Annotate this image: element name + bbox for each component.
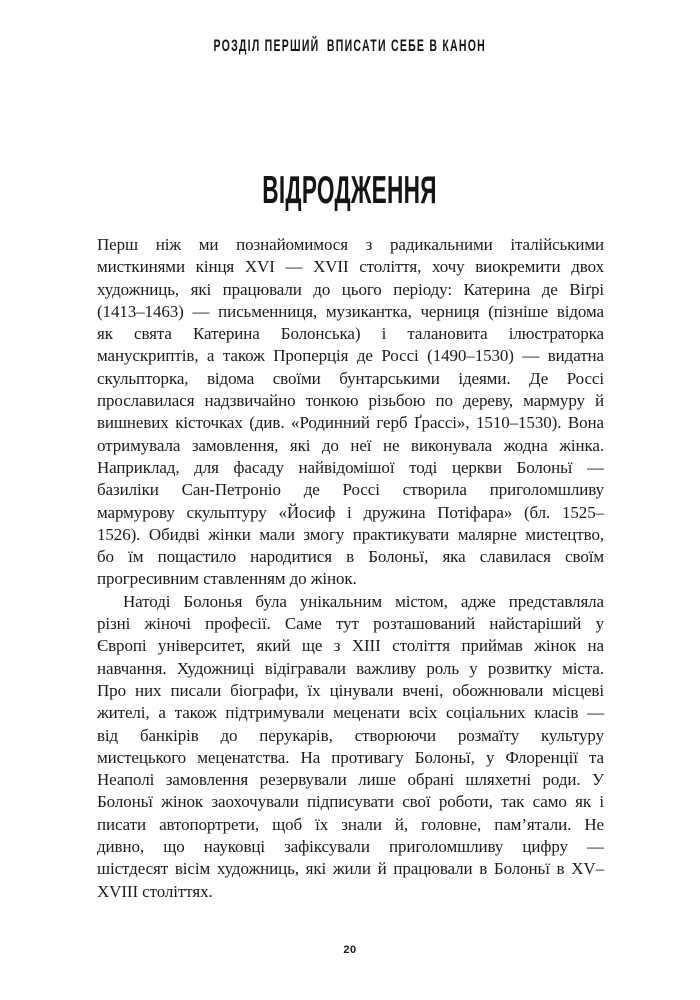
text-line: різні жіночі професії. Саме тут розташований найстаріший у <box>97 614 604 634</box>
paragraph-1 <box>97 234 604 591</box>
text-line: мармурову скульптуру «Йосиф і дружина Потіфара» (бл. 1525– <box>97 502 604 522</box>
text-line: базиліки Сан-Петроніо де Россі створила приголомшливу <box>97 480 604 500</box>
text-line: отримувала замовлення, які до неї не виконувала жодна жінка. <box>97 435 604 455</box>
text-line: Перш ніж ми познайомимося з радикальними італійськими <box>97 235 604 254</box>
text-line: дивно, що науковці зафіксували приголомшливу цифру — <box>97 837 604 857</box>
text-line: Європі університет, який ще з XIII століття приймав жінок на <box>97 636 604 656</box>
text-line: від банкірів до перукарів, створюючи розмаїту культуру <box>97 725 604 745</box>
chapter-name: ВПИСАТИ СЕБЕ В КАНОН <box>327 36 487 55</box>
paragraph-2 <box>97 591 604 903</box>
text-line: Наприклад, для фасаду найвідомішої тоді церкви Болоньї — <box>97 457 604 477</box>
text-line: Про них писали біографи, їх цінували вчені, обожнювали місцеві <box>97 680 604 700</box>
text-line: скульпторка, відома своїми бунтарськими ідеями. Де Россі <box>97 368 604 388</box>
text-line: XVIII століттях. <box>97 881 213 901</box>
text-line: бо їм пощастило народитися в Болоньї, яка славилася своїм <box>97 547 604 567</box>
text-line: вишневих кісточках (див. «Родинний герб Ґрассі», 1510–1530). Вона <box>97 413 604 433</box>
running-head <box>0 37 700 56</box>
text-line: прославилася надзвичайно тонкою різьбою по дереву, мармуру й <box>97 391 604 411</box>
body-text <box>97 234 604 903</box>
text-line: Натоді Болонья була унікальним містом, адже представляла <box>123 591 604 611</box>
chapter-label: РОЗДІЛ ПЕРШИЙ <box>213 36 320 55</box>
text-line: жителі, а також підтримували меценати всіх соціальних класів — <box>97 703 604 723</box>
section-title <box>0 171 700 211</box>
text-line: Болоньї жінок заохочували підписувати свої роботи, так само як і <box>97 792 604 812</box>
text-line: писати автопортрети, щоб їх знали й, головне, пам’ятали. Не <box>97 814 604 834</box>
text-line: (1413–1463) — письменниця, музикантка, черниця (пізніше відома <box>97 301 604 321</box>
text-line: шістдесят вісім художниць, які жили й працювали в Болоньї в XV– <box>97 859 604 879</box>
text-line: мистецького меценатства. На противагу Болоньї, у Флоренції та <box>97 747 604 767</box>
text-line: прогресивним ставленням до жінок. <box>97 569 357 589</box>
page-number: 20 <box>343 944 357 956</box>
text-line: манускриптів, а також Проперція де Россі (1490–1530) — видатна <box>97 346 604 366</box>
section-title-text: ВІДРОДЖЕННЯ <box>262 169 438 212</box>
text-line: Неаполі замовлення резервували лише обрані шляхетні роди. У <box>97 770 604 790</box>
text-line: художниць, які працювали до цього періоду: Катерина де Віґрі <box>97 279 604 299</box>
text-line: як свята Катерина Болонська) і талановита ілюстраторка <box>97 324 604 344</box>
running-head-text <box>214 37 487 55</box>
text-line: мисткинями кінця XVI — XVII століття, хочу виокремити двох <box>97 257 604 277</box>
text-line: навчання. Художниці відігравали важливу роль у розвитку міста. <box>97 658 604 678</box>
text-line: 1526). Обидві жінки мали змогу практикувати малярне мистецтво, <box>97 524 604 544</box>
